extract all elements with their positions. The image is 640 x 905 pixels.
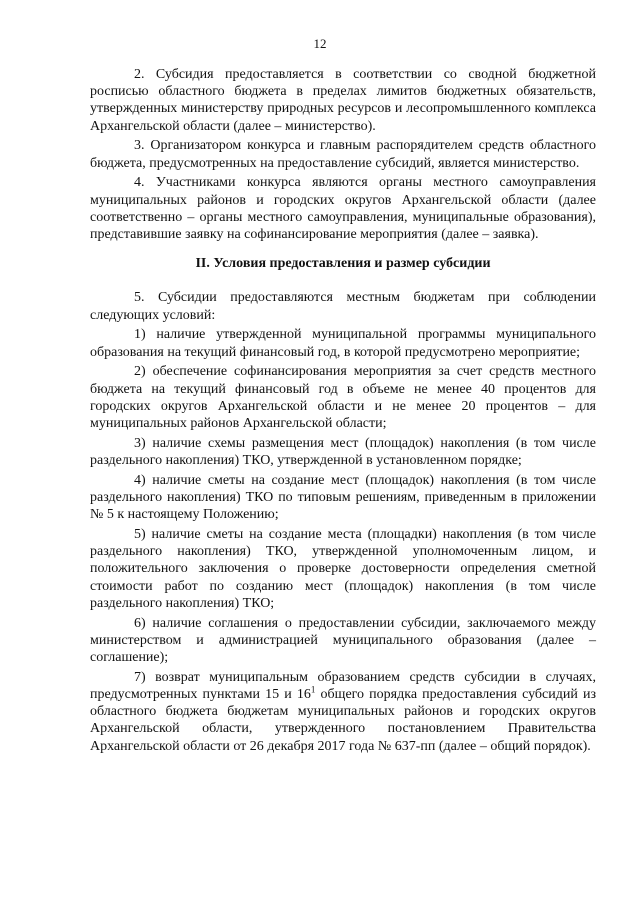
condition-1: 1) наличие утвержденной муниципальной программы муниципального образования на текущий финансовый год, в которой предусмотрено мероприятие;	[90, 327, 596, 360]
footnote-superscript: 1	[310, 684, 316, 695]
condition-7	[90, 669, 596, 755]
condition-5: 5) наличие сметы на создание места (площадки) накопления (в том числе раздельного накопления) ТКО, утвержденной уполномоченным лицом, и положительного заключения о проверке достоверности определения сметной стоимости работ по созданию мест (площадок) накопления (в том числе раздельного накопления) ТКО;	[90, 527, 596, 611]
section-heading: II. Условия предоставления и размер субсидии	[195, 256, 491, 272]
document-body	[90, 66, 596, 757]
condition-3: 3) наличие схемы размещения мест (площадок) накопления (в том числе раздельного накопления) ТКО, утвержденной в установленном порядке;	[90, 435, 596, 469]
condition-2: 2) обеспечение софинансирования мероприятия за счет средств местного бюджета на текущий финансовый год в объеме не менее 40 процентов для городских округов Архангельской области и не менее 20 процентов – для муниципальных районов Архангельской области;	[90, 364, 596, 432]
condition-4: 4) наличие сметы на создание мест (площадок) накопления (в том числе раздельного накопления) ТКО по типовым решениям, приведенным в приложении № 5 к настоящему Положению;	[90, 472, 596, 523]
condition-7-text-start: 7) возврат муниципальным образованием средств субсидии в случаях, предусмотренных пунктами 15 и 16	[90, 669, 596, 703]
condition-7-text-end: общего порядка предоставления субсидий из областного бюджета бюджетам муниципальных районов и городских округов Архангельской области, утвержденного постановлением Правительства Архангельской области от 26 декабря 2017 года № 637-пп (далее – общий порядок).	[90, 687, 596, 754]
paragraph-2: 2. Субсидия предоставляется в соответствии со сводной бюджетной росписью областного бюджета в пределах лимитов бюджетных обязательств, утвержденных министерству природных ресурсов и лесопромышленного комплекса Архангельской области (далее – министерство).	[90, 67, 596, 134]
paragraph-4: 4. Участниками конкурса являются органы местного самоуправления муниципальных районов и городских округов Архангельской области (далее соответственно – органы местного самоуправления, муниципальные образования), представившие заявку на софинансирование мероприятия (далее – заявка).	[90, 175, 596, 243]
page-number: 12	[313, 36, 327, 51]
condition-6: 6) наличие соглашения о предоставлении субсидии, заключаемого между министерством и администрацией муниципального образования (далее – соглашение);	[90, 615, 596, 666]
paragraph-3: 3. Организатором конкурса и главным распорядителем средств областного бюджета, предусмотренных на предоставление субсидий, является министерство.	[90, 138, 596, 171]
paragraph-5: 5. Субсидии предоставляются местным бюджетам при соблюдении следующих условий:	[90, 290, 596, 323]
